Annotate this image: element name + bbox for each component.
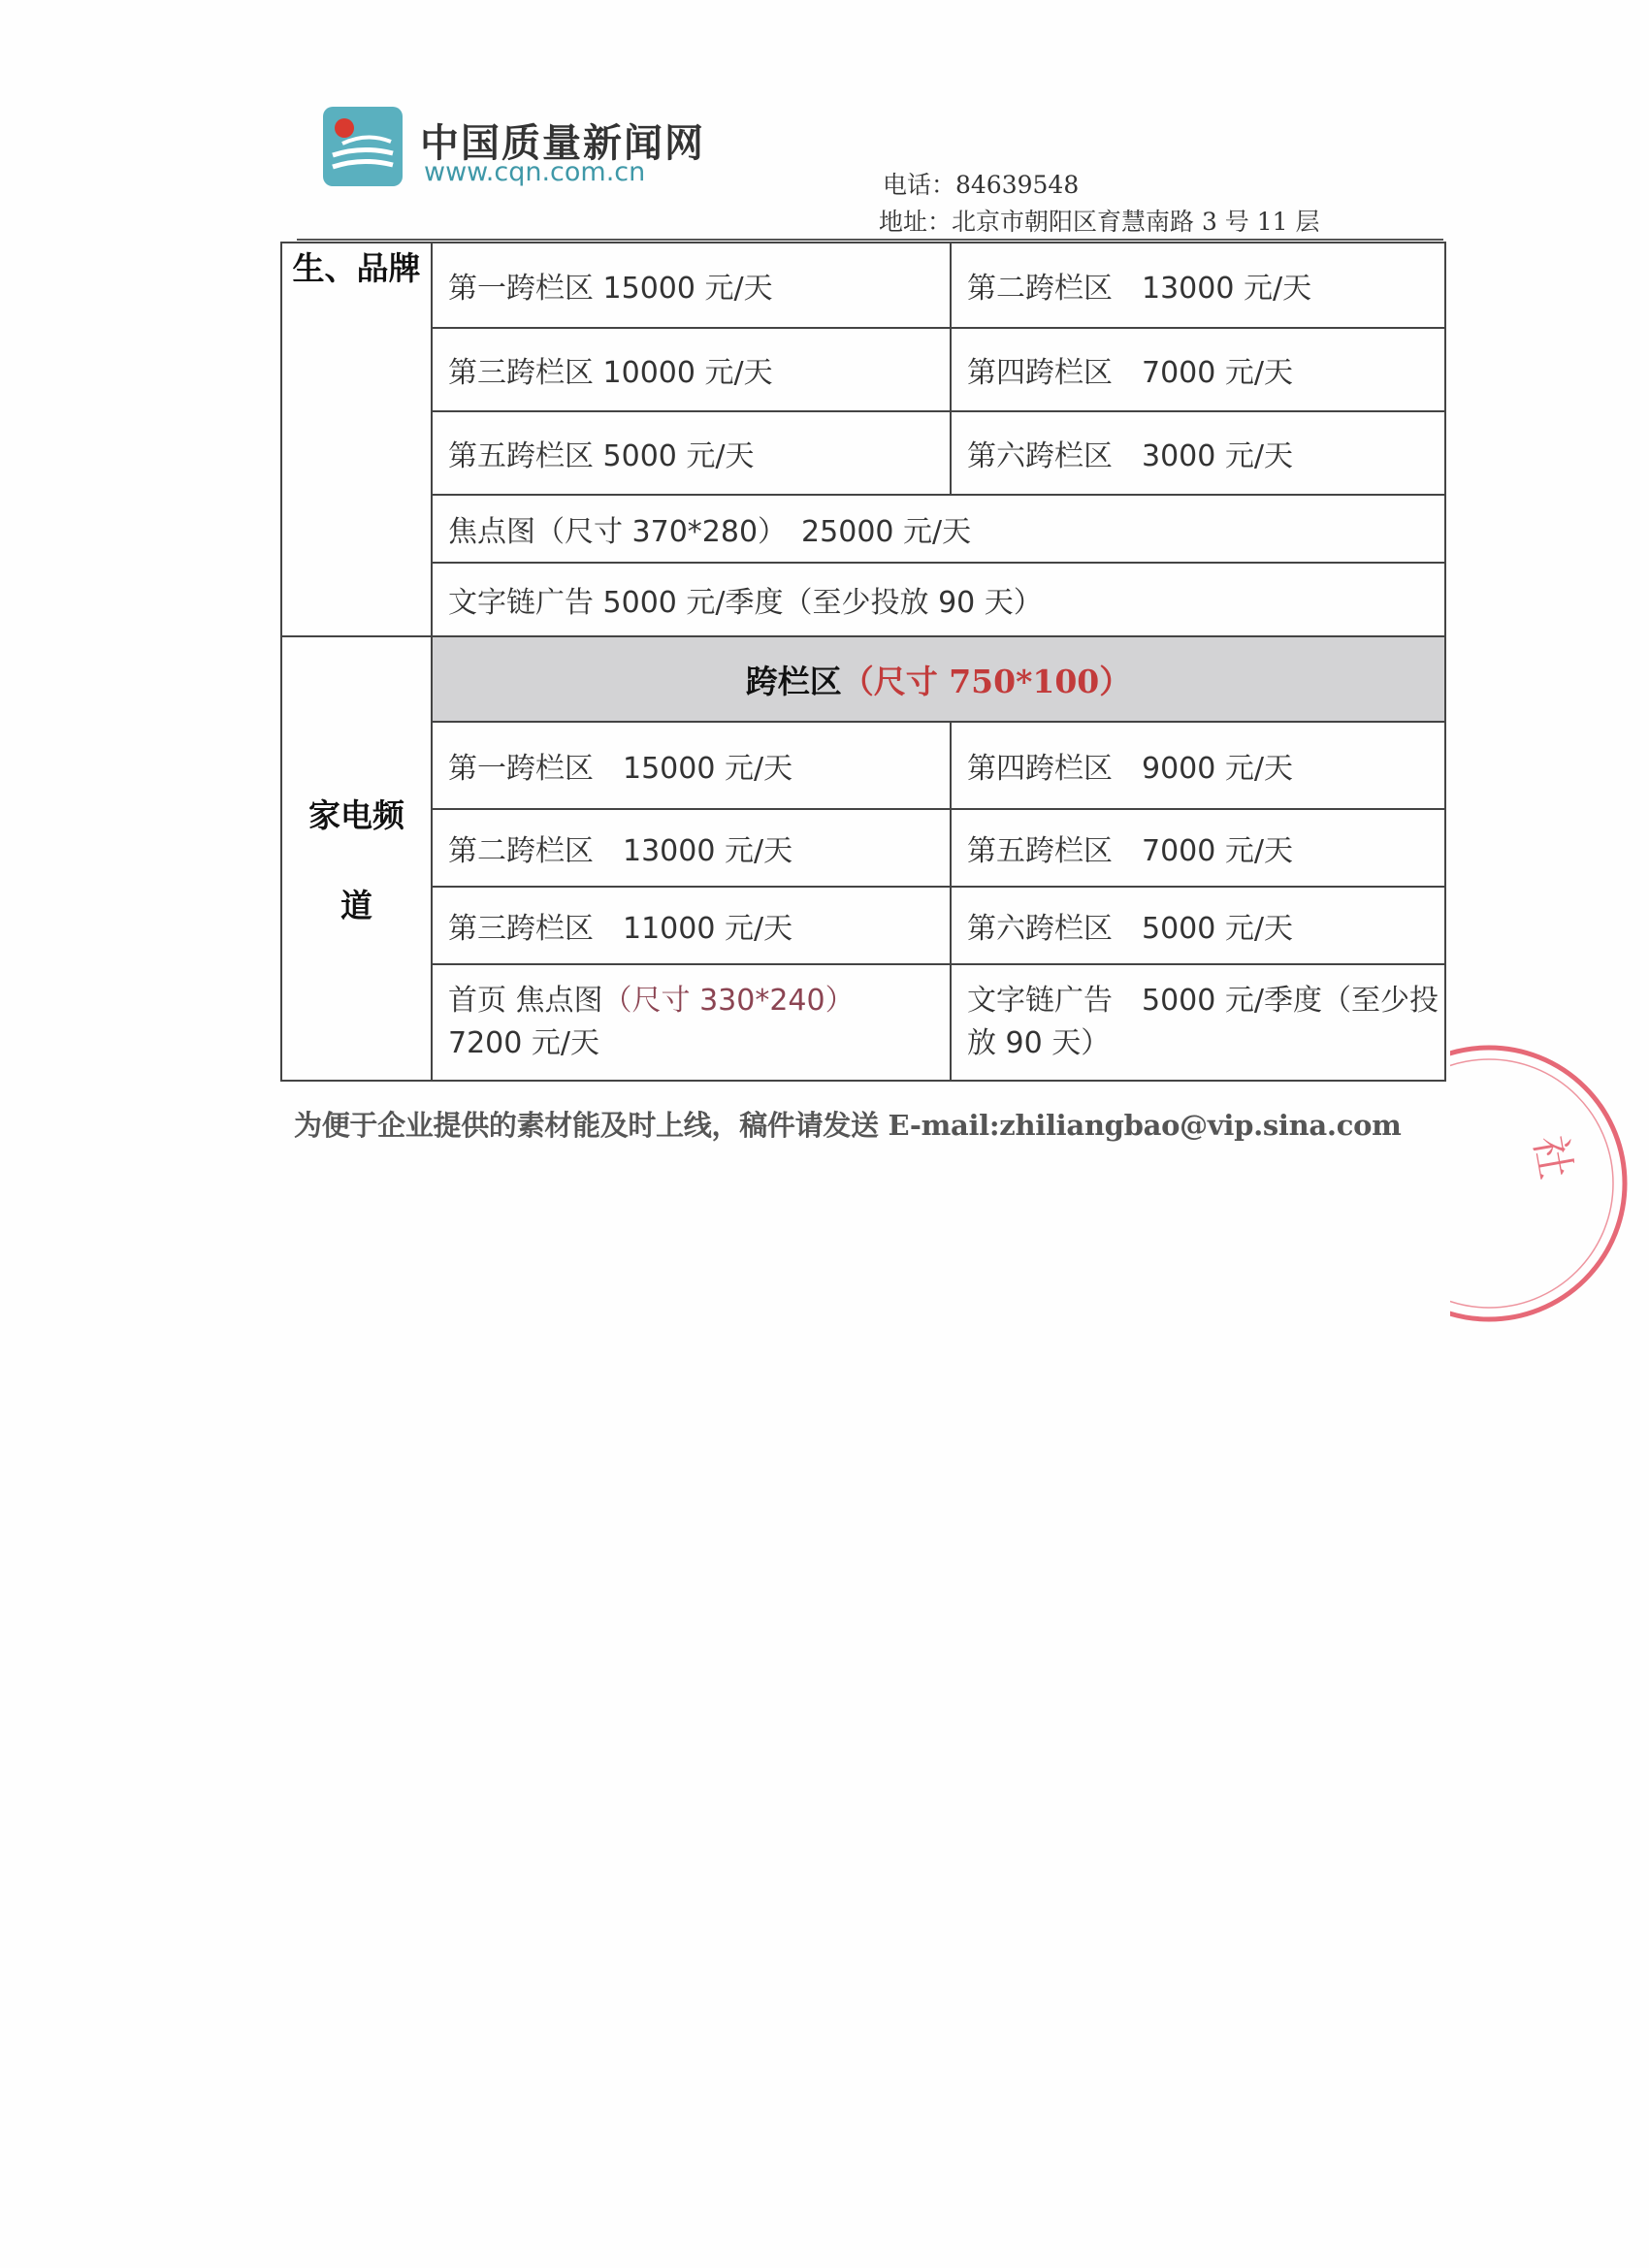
category-label-line2: 道 [340,887,372,924]
table-cell: 第二跨栏区 13000 元/天 [951,243,1445,328]
table-cell: 第一跨栏区 15000 元/天 [432,722,951,809]
site-logo [323,107,730,188]
table-row [281,887,1445,964]
band-title: 跨栏区 [745,662,842,700]
table-cell: 第五跨栏区 7000 元/天 [951,809,1445,887]
focus-image-cell: 焦点图（尺寸 370*280） 25000 元/天 [432,495,1445,563]
table-row [281,809,1445,887]
address: 地址：北京市朝阳区育慧南路 3 号 11 层 [879,208,1320,236]
table-cell: 第五跨栏区 5000 元/天 [432,411,951,495]
text-link-cell: 文字链广告 5000 元/季度（至少投放 90 天） [432,563,1445,636]
table-cell: 第三跨栏区 10000 元/天 [432,328,951,411]
contact-block [879,167,1320,241]
table-row [281,636,1445,722]
table-row [281,563,1445,636]
table-cell: 第六跨栏区 5000 元/天 [951,887,1445,964]
table-cell: 第四跨栏区 9000 元/天 [951,722,1445,809]
header-rule [297,239,1443,241]
category-label-line1: 家电频 [308,796,404,834]
cqn-logo-icon [323,107,403,186]
table-row [281,328,1445,411]
category-appliance-channel [281,636,432,1081]
home-focus-price: 7200 元/天 [448,1026,599,1060]
phone: 电话：84639548 [883,171,1080,199]
home-focus-size: （尺寸 330*240） [602,984,855,1018]
table-row [281,964,1445,1081]
text-link-cell: 文字链广告 5000 元/季度（至少投放 90 天） [951,964,1445,1081]
table-row [281,411,1445,495]
table-cell: 第四跨栏区 7000 元/天 [951,328,1445,411]
logo-url: www.cqn.com.cn [424,157,646,187]
table-row [281,243,1445,328]
table-row [281,722,1445,809]
table-cell: 第一跨栏区 15000 元/天 [432,243,951,328]
category-brand: 生、品牌 [281,243,432,636]
table-cell: 第六跨栏区 3000 元/天 [951,411,1445,495]
home-focus-cell [432,964,951,1081]
logo-title: 中国质量新闻网 [420,121,705,166]
svg-text:社: 社 [1524,1132,1581,1183]
table-row [281,495,1445,563]
red-seal-stamp [1450,1019,1649,1348]
hurdle-zone-header [432,636,1445,722]
submission-note: 为便于企业提供的素材能及时上线，稿件请发送 E-mail:zhiliangbao@vip.sina.com [294,1109,1402,1142]
ad-rate-table [280,242,1446,1082]
table-cell: 第三跨栏区 11000 元/天 [432,887,951,964]
home-focus-prefix: 首页 焦点图 [448,984,603,1018]
table-cell: 第二跨栏区 13000 元/天 [432,809,951,887]
band-size: （尺寸 750*100） [841,662,1132,700]
